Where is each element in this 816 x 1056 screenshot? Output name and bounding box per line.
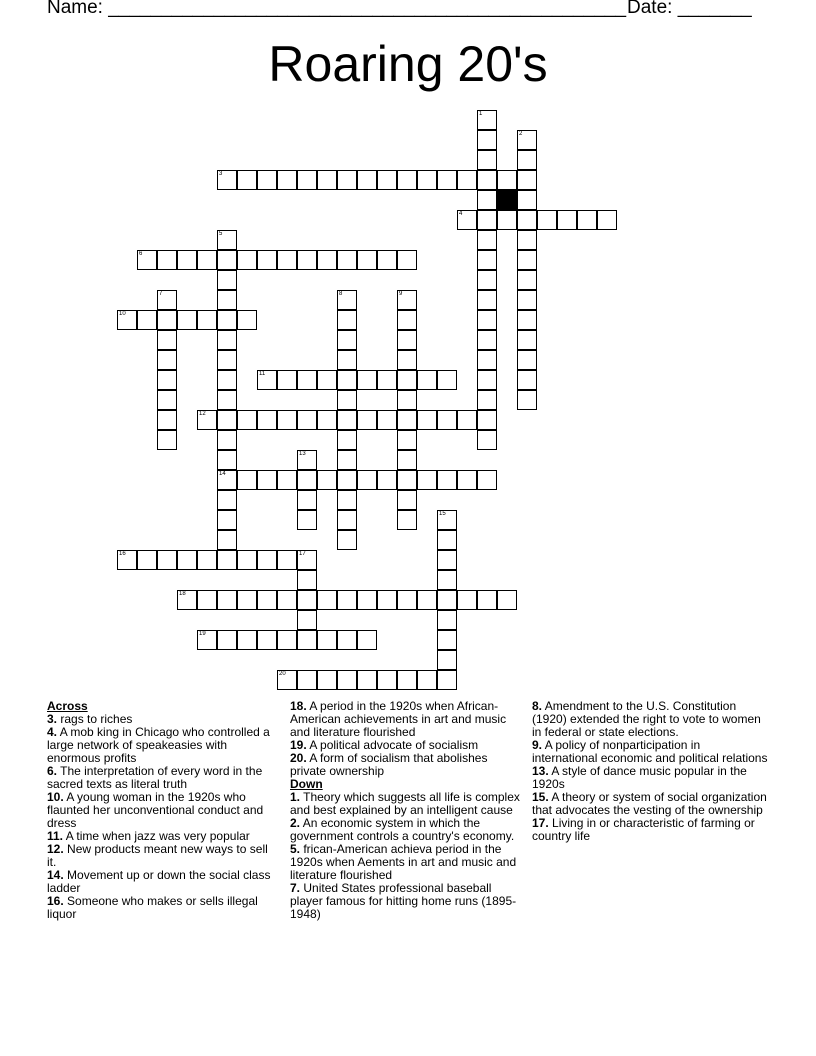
grid-cell[interactable] <box>517 170 537 190</box>
grid-cell[interactable] <box>357 170 377 190</box>
grid-cell[interactable] <box>337 390 357 410</box>
grid-cell[interactable] <box>257 370 277 390</box>
grid-cell[interactable] <box>537 210 557 230</box>
clue-text: A time when jazz was very popular <box>63 829 250 843</box>
grid-cell[interactable] <box>277 550 297 570</box>
clue-number: 3. <box>47 712 58 726</box>
grid-cell[interactable] <box>257 250 277 270</box>
grid-cell[interactable] <box>217 170 237 190</box>
grid-cell[interactable] <box>157 410 177 430</box>
clue-text: United States professional baseball player famous for hitting home runs (1895-1948) <box>290 881 517 921</box>
across-heading: Across <box>47 699 88 713</box>
grid-cell[interactable] <box>297 670 317 690</box>
clue <box>290 882 522 921</box>
grid-cell[interactable] <box>157 250 177 270</box>
grid-cell[interactable] <box>297 410 317 430</box>
grid-cell[interactable] <box>197 310 217 330</box>
clue <box>532 765 768 791</box>
grid-cell[interactable] <box>277 590 297 610</box>
grid-cell[interactable] <box>297 490 317 510</box>
grid-cell[interactable] <box>137 550 157 570</box>
clue-number: 6. <box>47 764 58 778</box>
cell-number: 10 <box>119 311 126 317</box>
grid-cell[interactable] <box>157 430 177 450</box>
clue-number: 17. <box>532 816 549 830</box>
clue <box>47 843 272 869</box>
grid-cell[interactable] <box>317 670 337 690</box>
grid-cell[interactable] <box>477 250 497 270</box>
grid-cell[interactable] <box>337 590 357 610</box>
grid-cell[interactable] <box>517 230 537 250</box>
clue-number: 9. <box>532 738 543 752</box>
clue-number: 19. <box>290 738 307 752</box>
clue-text: A style of dance music popular in the 1920s <box>532 764 747 791</box>
grid-cell[interactable] <box>397 590 417 610</box>
clue <box>290 843 522 882</box>
grid-cell[interactable] <box>157 350 177 370</box>
grid-cell[interactable] <box>297 630 317 650</box>
grid-cell[interactable] <box>357 670 377 690</box>
grid-cell[interactable] <box>517 190 537 210</box>
grid-cell[interactable] <box>337 470 357 490</box>
grid-cell[interactable] <box>237 310 257 330</box>
grid-cell[interactable] <box>437 550 457 570</box>
clue-text: A mob king in Chicago who controlled a large network of speakeasies with enormous profits <box>47 725 270 765</box>
cell-number: 9 <box>399 291 403 297</box>
grid-cell[interactable] <box>217 390 237 410</box>
grid-cell[interactable] <box>517 390 537 410</box>
grid-cell[interactable] <box>477 110 497 130</box>
grid-cell[interactable] <box>517 310 537 330</box>
grid-cell[interactable] <box>337 250 357 270</box>
grid-cell[interactable] <box>297 450 317 470</box>
clue-text: A theory or system of social organization that advocates the vesting of the ownership <box>532 790 767 817</box>
clue <box>47 726 272 765</box>
grid-cell[interactable] <box>117 310 137 330</box>
grid-cell[interactable] <box>497 590 517 610</box>
grid-cell[interactable] <box>297 550 317 570</box>
grid-cell[interactable] <box>397 290 417 310</box>
grid-cell[interactable] <box>337 490 357 510</box>
grid-cell[interactable] <box>437 510 457 530</box>
clues-column-3 <box>532 700 768 843</box>
grid-cell[interactable] <box>337 370 357 390</box>
grid-cell[interactable] <box>437 590 457 610</box>
grid-cell[interactable] <box>217 330 237 350</box>
grid-cell[interactable] <box>477 130 497 150</box>
clue-text: frican-American achieva period in the 1920s when Aements in art and music and literature flourished <box>290 842 517 882</box>
clue-number: 15. <box>532 790 549 804</box>
grid-cell[interactable] <box>337 430 357 450</box>
grid-cell[interactable] <box>437 370 457 390</box>
grid-cell[interactable] <box>517 330 537 350</box>
grid-cell[interactable] <box>437 410 457 430</box>
grid-cell[interactable] <box>417 170 437 190</box>
grid-cell[interactable] <box>377 470 397 490</box>
grid-cell[interactable] <box>337 670 357 690</box>
grid-cell[interactable] <box>177 310 197 330</box>
grid-cell[interactable] <box>157 370 177 390</box>
page-title: Roaring 20's <box>268 36 548 92</box>
grid-cell[interactable] <box>197 590 217 610</box>
grid-cell[interactable] <box>217 630 237 650</box>
cell-number: 15 <box>439 511 446 517</box>
grid-cell[interactable] <box>237 470 257 490</box>
grid-cell[interactable] <box>197 550 217 570</box>
clue-text: A political advocate of socialism <box>306 738 479 752</box>
grid-cell[interactable] <box>337 530 357 550</box>
grid-cell[interactable] <box>357 590 377 610</box>
grid-cell[interactable] <box>377 250 397 270</box>
grid-cell[interactable] <box>477 210 497 230</box>
clue-text: Living in or characteristic of farming or country life <box>532 816 755 843</box>
grid-cell[interactable] <box>517 350 537 370</box>
clue-number: 4. <box>47 725 58 739</box>
grid-cell[interactable] <box>397 330 417 350</box>
grid-cell[interactable] <box>337 310 357 330</box>
grid-cell[interactable] <box>277 470 297 490</box>
grid-cell[interactable] <box>217 350 237 370</box>
clue-number: 11. <box>47 829 64 843</box>
grid-block-cell <box>497 190 517 210</box>
grid-cell[interactable] <box>217 250 237 270</box>
grid-cell[interactable] <box>297 570 317 590</box>
clue-text: A period in the 1920s when African-American achievements in art and music and literature flourished <box>290 699 507 739</box>
grid-cell[interactable] <box>497 210 517 230</box>
grid-cell[interactable] <box>257 590 277 610</box>
grid-cell[interactable] <box>337 410 357 430</box>
clue-text: Amendment to the U.S. Constitution (1920) extended the right to vote to women in federal or state elections. <box>532 699 761 739</box>
grid-cell[interactable] <box>397 450 417 470</box>
cell-number: 18 <box>179 591 186 597</box>
grid-cell[interactable] <box>177 590 197 610</box>
grid-cell[interactable] <box>297 590 317 610</box>
cell-number: 2 <box>519 131 523 137</box>
clue <box>532 739 768 765</box>
cell-number: 12 <box>199 411 206 417</box>
grid-cell[interactable] <box>377 590 397 610</box>
grid-cell[interactable] <box>477 290 497 310</box>
grid-cell[interactable] <box>317 470 337 490</box>
grid-cell[interactable] <box>177 550 197 570</box>
grid-cell[interactable] <box>357 410 377 430</box>
date-field-label: Date: _______ <box>627 0 752 18</box>
grid-cell[interactable] <box>317 410 337 430</box>
grid-cell[interactable] <box>437 470 457 490</box>
grid-cell[interactable] <box>437 570 457 590</box>
grid-cell[interactable] <box>437 530 457 550</box>
grid-cell[interactable] <box>477 390 497 410</box>
grid-cell[interactable] <box>397 170 417 190</box>
grid-cell[interactable] <box>517 290 537 310</box>
grid-cell[interactable] <box>397 310 417 330</box>
grid-cell[interactable] <box>217 230 237 250</box>
cell-number: 4 <box>459 211 463 217</box>
grid-cell[interactable] <box>417 470 437 490</box>
cell-number: 16 <box>119 551 126 557</box>
grid-cell[interactable] <box>577 210 597 230</box>
grid-cell[interactable] <box>477 190 497 210</box>
grid-cell[interactable] <box>457 210 477 230</box>
grid-cell[interactable] <box>437 610 457 630</box>
grid-cell[interactable] <box>157 550 177 570</box>
clue-number: 10. <box>47 790 64 804</box>
grid-cell[interactable] <box>517 150 537 170</box>
clue <box>47 895 272 921</box>
clue <box>532 817 768 843</box>
clue-text: A form of socialism that abolishes private ownership <box>290 751 488 778</box>
grid-cell[interactable] <box>477 310 497 330</box>
cell-number: 14 <box>219 471 226 477</box>
grid-cell[interactable] <box>317 590 337 610</box>
grid-cell[interactable] <box>217 530 237 550</box>
clue-number: 7. <box>290 881 301 895</box>
grid-cell[interactable] <box>237 170 257 190</box>
grid-cell[interactable] <box>277 630 297 650</box>
grid-cell[interactable] <box>497 170 517 190</box>
grid-cell[interactable] <box>357 630 377 650</box>
grid-cell[interactable] <box>217 550 237 570</box>
grid-cell[interactable] <box>337 630 357 650</box>
clues-column-1 <box>47 700 272 921</box>
cell-number: 3 <box>219 171 223 177</box>
grid-cell[interactable] <box>337 350 357 370</box>
clue-number: 20. <box>290 751 307 765</box>
grid-cell[interactable] <box>257 550 277 570</box>
grid-cell[interactable] <box>517 270 537 290</box>
grid-cell[interactable] <box>357 470 377 490</box>
grid-cell[interactable] <box>217 490 237 510</box>
grid-cell[interactable] <box>237 590 257 610</box>
name-field-label: Name: _________________________________________________ <box>47 0 627 18</box>
grid-cell[interactable] <box>477 410 497 430</box>
grid-cell[interactable] <box>197 630 217 650</box>
grid-cell[interactable] <box>377 670 397 690</box>
grid-cell[interactable] <box>217 410 237 430</box>
grid-cell[interactable] <box>237 250 257 270</box>
grid-cell[interactable] <box>277 670 297 690</box>
down-heading: Down <box>290 777 323 791</box>
grid-cell[interactable] <box>297 250 317 270</box>
grid-cell[interactable] <box>157 390 177 410</box>
grid-cell[interactable] <box>297 510 317 530</box>
cell-number: 1 <box>479 111 483 117</box>
cell-number: 8 <box>339 291 343 297</box>
grid-cell[interactable] <box>317 250 337 270</box>
grid-cell[interactable] <box>337 170 357 190</box>
cell-number: 11 <box>259 371 266 377</box>
grid-cell[interactable] <box>297 170 317 190</box>
grid-cell[interactable] <box>217 510 237 530</box>
grid-cell[interactable] <box>277 410 297 430</box>
grid-cell[interactable] <box>237 410 257 430</box>
grid-cell[interactable] <box>397 490 417 510</box>
grid-cell[interactable] <box>417 410 437 430</box>
grid-cell[interactable] <box>337 290 357 310</box>
clue-number: 12. <box>47 842 64 856</box>
grid-cell[interactable] <box>257 410 277 430</box>
grid-cell[interactable] <box>517 250 537 270</box>
grid-cell[interactable] <box>377 170 397 190</box>
grid-cell[interactable] <box>297 470 317 490</box>
grid-cell[interactable] <box>477 270 497 290</box>
clue-number: 1. <box>290 790 301 804</box>
clue-text: A young woman in the 1920s who flaunted her unconventional conduct and dress <box>47 790 264 830</box>
grid-cell[interactable] <box>217 450 237 470</box>
grid-cell[interactable] <box>437 630 457 650</box>
grid-cell[interactable] <box>517 130 537 150</box>
cell-number: 13 <box>299 451 306 457</box>
grid-cell[interactable] <box>397 350 417 370</box>
grid-cell[interactable] <box>357 250 377 270</box>
grid-cell[interactable] <box>377 370 397 390</box>
cell-number: 6 <box>139 251 143 257</box>
grid-cell[interactable] <box>517 210 537 230</box>
grid-cell[interactable] <box>317 170 337 190</box>
grid-cell[interactable] <box>437 670 457 690</box>
grid-cell[interactable] <box>317 630 337 650</box>
grid-cell[interactable] <box>317 370 337 390</box>
grid-cell[interactable] <box>297 370 317 390</box>
grid-cell[interactable] <box>177 250 197 270</box>
grid-cell[interactable] <box>477 430 497 450</box>
grid-cell[interactable] <box>597 210 617 230</box>
cell-number: 19 <box>199 631 206 637</box>
clue-text: Theory which suggests all life is complex and best explained by an intelligent cause <box>290 790 520 817</box>
grid-cell[interactable] <box>217 290 237 310</box>
clue-text: Someone who makes or sells illegal liquor <box>47 894 258 921</box>
grid-cell[interactable] <box>337 510 357 530</box>
grid-cell[interactable] <box>437 170 457 190</box>
grid-cell[interactable] <box>357 370 377 390</box>
grid-cell[interactable] <box>237 550 257 570</box>
clue-number: 2. <box>290 816 301 830</box>
grid-cell[interactable] <box>217 310 237 330</box>
grid-cell[interactable] <box>477 370 497 390</box>
grid-cell[interactable] <box>337 330 357 350</box>
clue-number: 5. <box>290 842 301 856</box>
grid-cell[interactable] <box>137 310 157 330</box>
clue <box>532 791 768 817</box>
grid-cell[interactable] <box>397 510 417 530</box>
grid-cell[interactable] <box>277 170 297 190</box>
clue <box>532 700 768 739</box>
grid-cell[interactable] <box>117 550 137 570</box>
clue-number: 14. <box>47 868 64 882</box>
clue-number: 8. <box>532 699 543 713</box>
grid-cell[interactable] <box>197 250 217 270</box>
grid-cell[interactable] <box>217 370 237 390</box>
grid-cell[interactable] <box>397 430 417 450</box>
clue-number: 16. <box>47 894 64 908</box>
clue <box>290 700 522 739</box>
grid-cell[interactable] <box>477 330 497 350</box>
cell-number: 17 <box>299 551 306 557</box>
clue-text: New products meant new ways to sell it. <box>47 842 268 869</box>
grid-cell[interactable] <box>417 670 437 690</box>
clues-column-2 <box>290 700 522 921</box>
grid-cell[interactable] <box>337 450 357 470</box>
clue <box>47 869 272 895</box>
grid-cell[interactable] <box>257 170 277 190</box>
grid-cell[interactable] <box>157 330 177 350</box>
grid-cell[interactable] <box>137 250 157 270</box>
grid-cell[interactable] <box>157 290 177 310</box>
clue-text: An economic system in which the government controls a country's economy. <box>290 816 515 843</box>
grid-cell[interactable] <box>557 210 577 230</box>
cell-number: 7 <box>159 291 163 297</box>
clue-number: 18. <box>290 699 307 713</box>
grid-cell[interactable] <box>477 170 497 190</box>
grid-cell[interactable] <box>477 230 497 250</box>
clue-text: The interpretation of every word in the sacred texts as literal truth <box>47 764 263 791</box>
clue <box>290 791 522 817</box>
grid-cell[interactable] <box>417 590 437 610</box>
clue <box>290 817 522 843</box>
cell-number: 20 <box>279 671 286 677</box>
grid-cell[interactable] <box>457 590 477 610</box>
grid-cell[interactable] <box>377 410 397 430</box>
clue-number: 13. <box>532 764 549 778</box>
grid-cell[interactable] <box>217 430 237 450</box>
grid-cell[interactable] <box>457 410 477 430</box>
grid-cell[interactable] <box>277 250 297 270</box>
grid-cell[interactable] <box>397 410 417 430</box>
grid-cell[interactable] <box>217 270 237 290</box>
grid-cell[interactable] <box>477 150 497 170</box>
clue-text: rags to riches <box>57 712 133 726</box>
grid-cell[interactable] <box>457 470 477 490</box>
grid-cell[interactable] <box>397 250 417 270</box>
clue <box>47 791 272 830</box>
cell-number: 5 <box>219 231 223 237</box>
grid-cell[interactable] <box>477 590 497 610</box>
clue-text: Movement up or down the social class ladder <box>47 868 271 895</box>
grid-cell[interactable] <box>397 390 417 410</box>
grid-cell[interactable] <box>397 370 417 390</box>
grid-cell[interactable] <box>197 410 217 430</box>
grid-cell[interactable] <box>517 370 537 390</box>
grid-cell[interactable] <box>297 610 317 630</box>
grid-cell[interactable] <box>397 470 417 490</box>
grid-cell[interactable] <box>277 370 297 390</box>
grid-cell[interactable] <box>417 370 437 390</box>
grid-cell[interactable] <box>477 470 497 490</box>
grid-cell[interactable] <box>477 350 497 370</box>
grid-cell[interactable] <box>217 470 237 490</box>
grid-cell[interactable] <box>257 630 277 650</box>
grid-cell[interactable] <box>237 630 257 650</box>
clue <box>47 765 272 791</box>
grid-cell[interactable] <box>157 310 177 330</box>
grid-cell[interactable] <box>457 170 477 190</box>
grid-cell[interactable] <box>397 670 417 690</box>
clue-text: A policy of nonparticipation in international economic and political relations <box>532 738 768 765</box>
clue <box>290 752 522 778</box>
grid-cell[interactable] <box>217 590 237 610</box>
grid-cell[interactable] <box>257 470 277 490</box>
grid-cell[interactable] <box>437 650 457 670</box>
